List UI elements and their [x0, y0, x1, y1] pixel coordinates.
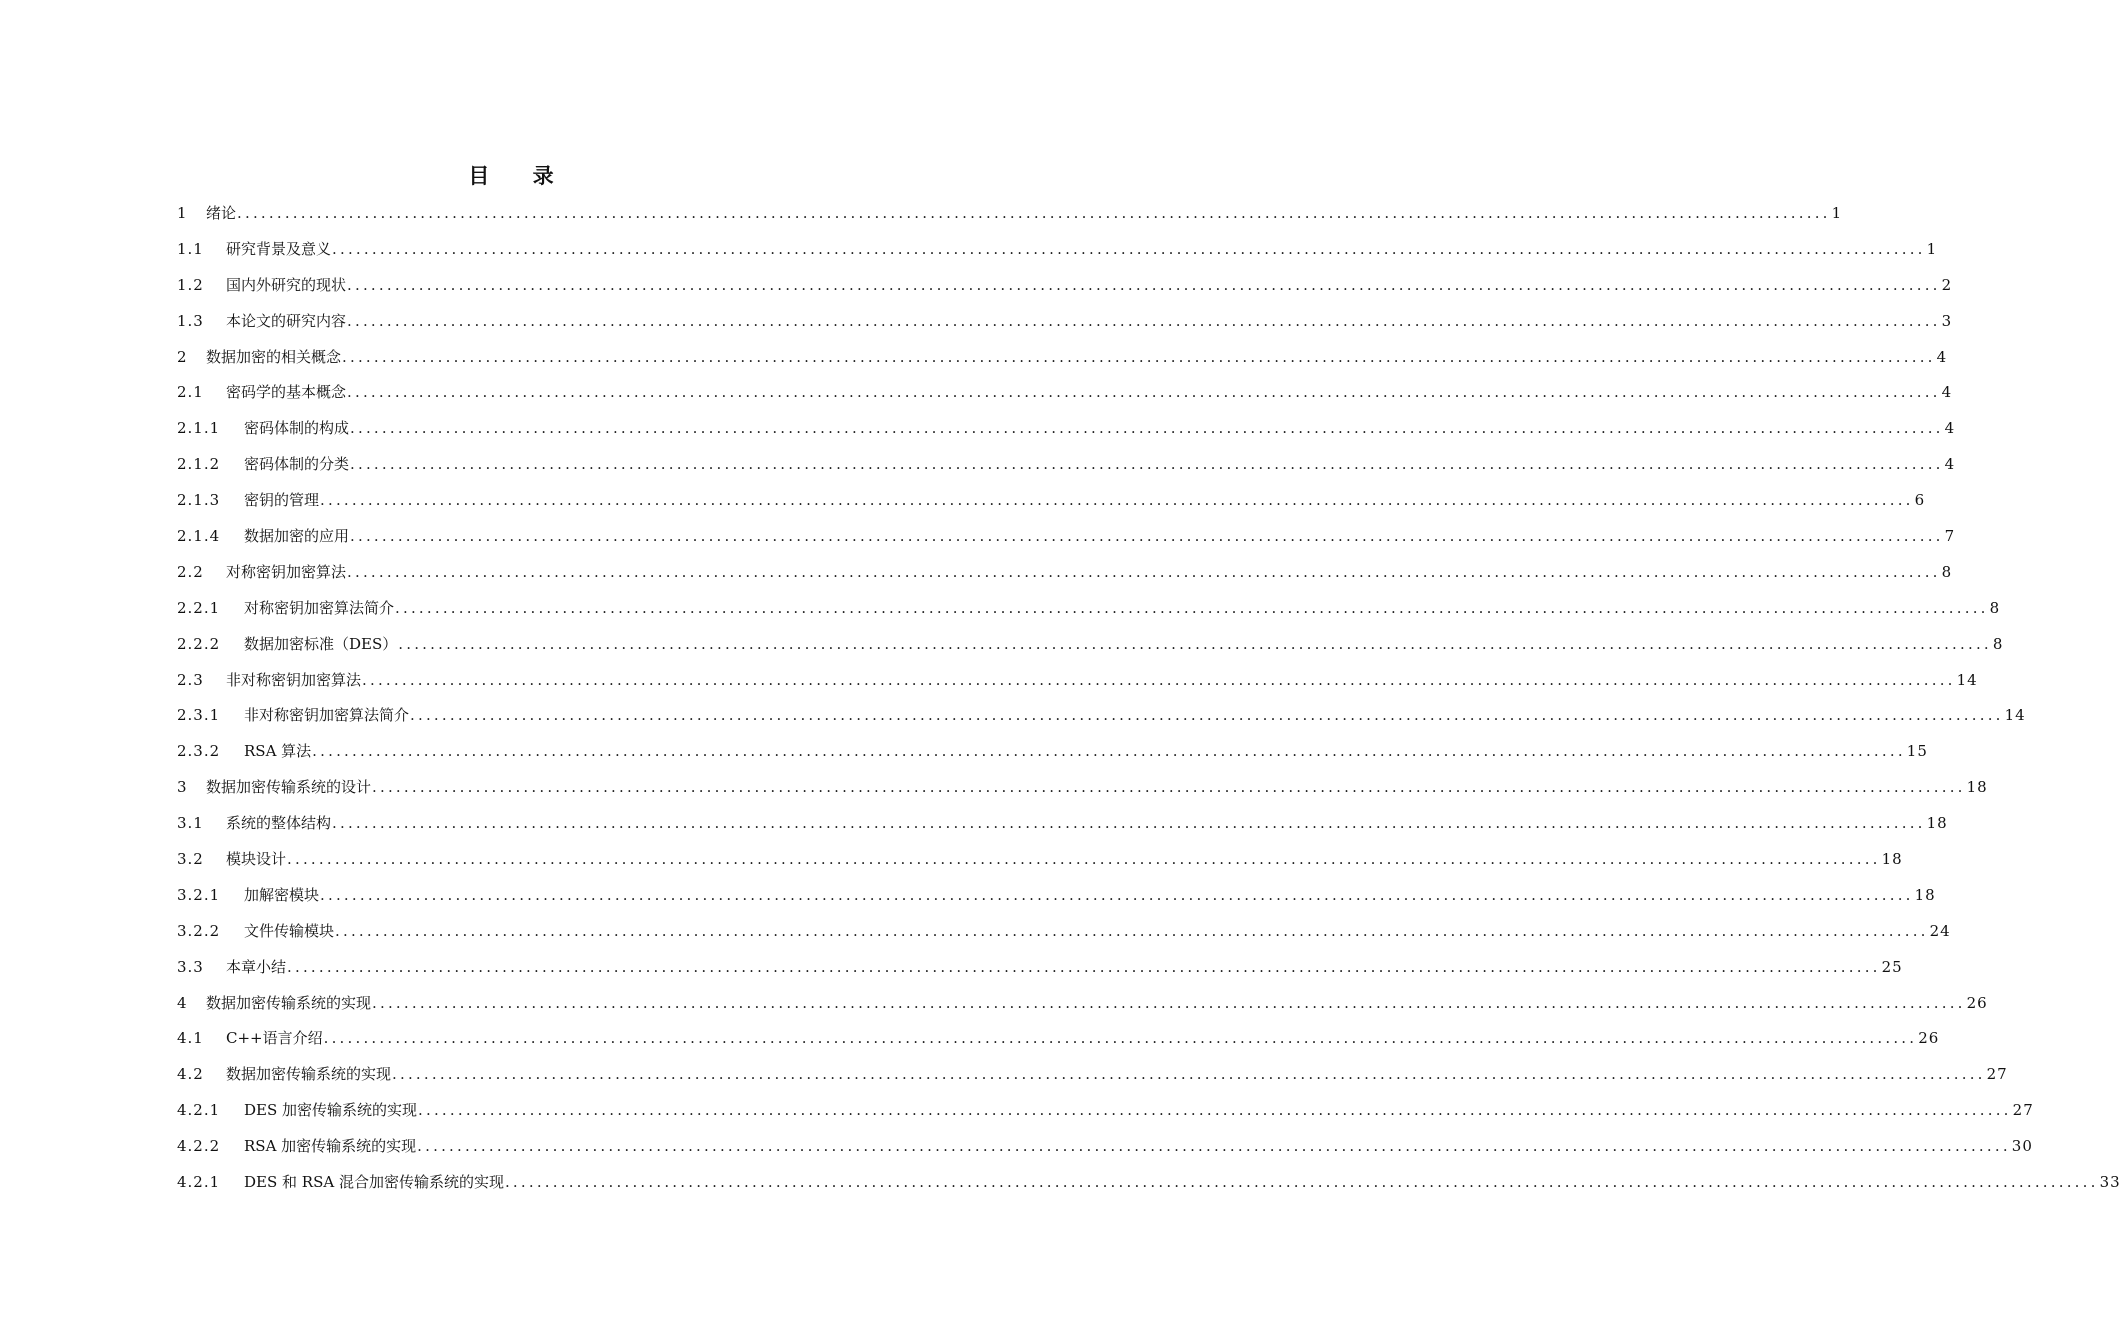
toc-entry-page: 8 — [1941, 562, 1953, 581]
toc-entry-title: RSA 加密传输系统的实现 — [244, 1137, 417, 1156]
toc-entry-page: 33 — [2099, 1173, 2121, 1192]
toc-entry-number: 2.2.1 — [177, 598, 221, 617]
toc-entry[interactable] — [177, 519, 1956, 555]
toc-entry-title: 密钥的管理 — [244, 491, 320, 510]
toc-entry-title: 密码体制的构成 — [244, 419, 350, 438]
toc-entry[interactable] — [177, 1165, 2121, 1201]
toc-entry-title: 数据加密传输系统的实现 — [206, 993, 372, 1012]
toc-entry-number: 2.3 — [177, 670, 204, 689]
toc-entry-number: 3.1 — [177, 814, 204, 833]
toc-entry-page: 8 — [1989, 598, 2001, 617]
toc-entry-page: 4 — [1944, 455, 1956, 474]
toc-entry-page: 25 — [1881, 957, 1903, 976]
toc-entry-page: 2 — [1941, 275, 1953, 294]
toc-entry-number: 3.2.2 — [177, 921, 221, 940]
toc-entry-number: 4 — [177, 993, 188, 1012]
toc-entry-leader: ........................................................................................................................................................................................................ — [410, 706, 2004, 725]
toc-entry-title: 对称密钥加密算法 — [226, 562, 347, 581]
toc-entry-title: 模块设计 — [226, 850, 287, 869]
toc-entry[interactable] — [177, 986, 1988, 1022]
toc-entry-leader: ........................................................................................................................................................................................................ — [287, 850, 1881, 869]
toc-entry-title: DES 和 RSA 混合加密传输系统的实现 — [244, 1173, 504, 1192]
toc-title: 目 录 — [468, 164, 572, 188]
toc-entry-title: C++语言介绍 — [226, 1029, 323, 1048]
toc-entry-page: 24 — [1929, 921, 1951, 940]
toc-entry-number: 3.3 — [177, 957, 204, 976]
toc-entry-page: 27 — [2012, 1101, 2034, 1120]
toc-entry-leader: ........................................................................................................................................................................................................ — [395, 598, 1989, 617]
toc-entry-leader: ........................................................................................................................................................................................................ — [398, 634, 1992, 653]
toc-entry-title: 密码体制的分类 — [244, 455, 350, 474]
toc-entry-number: 2.1.2 — [177, 455, 221, 474]
toc-entry-number: 2.2 — [177, 562, 204, 581]
toc-entry-page: 14 — [1956, 670, 1978, 689]
toc-entry[interactable] — [177, 232, 1938, 268]
toc-entry-page: 3 — [1941, 311, 1953, 330]
toc-entry-page: 26 — [1966, 993, 1988, 1012]
toc-entry-page: 27 — [1986, 1065, 2008, 1084]
toc-entry-number: 4.1 — [177, 1029, 204, 1048]
toc-entry-page: 1 — [1926, 239, 1938, 258]
toc-entry-page: 6 — [1914, 491, 1926, 510]
toc-entry-page: 7 — [1944, 527, 1956, 546]
toc-entry-leader: ........................................................................................................................................................................................................ — [320, 885, 1914, 904]
toc-entry-leader: ........................................................................................................................................................................................................ — [392, 1065, 1986, 1084]
toc-entry-leader: ........................................................................................................................................................................................................ — [347, 562, 1941, 581]
toc-entry[interactable] — [177, 878, 1936, 914]
toc-entry[interactable] — [177, 663, 1978, 699]
toc-entry-leader: ........................................................................................................................................................................................................ — [323, 1029, 1918, 1048]
toc-entry[interactable] — [177, 950, 1903, 986]
toc-entry-title: 加解密模块 — [244, 885, 320, 904]
toc-entry-leader: ........................................................................................................................................................................................................ — [237, 204, 1831, 222]
toc-entry[interactable] — [177, 411, 1956, 447]
toc-entry-number: 2 — [177, 347, 188, 366]
toc-entry-title: 国内外研究的现状 — [226, 275, 347, 294]
toc-entry-page: 26 — [1918, 1029, 1940, 1048]
toc-entry-page: 15 — [1906, 742, 1928, 761]
toc-entry-page: 18 — [1914, 885, 1936, 904]
toc-entry-title: 数据加密传输系统的实现 — [226, 1065, 392, 1084]
toc-entry-leader: ........................................................................................................................................................................................................ — [372, 778, 1966, 797]
toc-entry-number: 3.2 — [177, 850, 204, 869]
toc-entry-number: 4.2.1 — [177, 1101, 221, 1120]
toc-entry-page: 8 — [1992, 634, 2004, 653]
toc-entry-title: 系统的整体结构 — [226, 814, 332, 833]
toc-entry-title: 数据加密传输系统的设计 — [206, 778, 372, 797]
toc-entry-number: 2.1.3 — [177, 491, 221, 510]
toc-entry-leader: ........................................................................................................................................................................................................ — [418, 1101, 2012, 1120]
toc-entry-leader: ........................................................................................................................................................................................................ — [504, 1173, 2099, 1192]
toc-entry[interactable] — [177, 806, 1948, 842]
toc-entry[interactable] — [177, 1093, 2034, 1129]
toc-entry-title: 文件传输模块 — [244, 921, 335, 940]
toc-entry-number: 3.2.1 — [177, 885, 221, 904]
toc-entry-number: 2.1 — [177, 383, 204, 402]
toc-entry-page: 1 — [1831, 204, 1843, 222]
toc-entry-title: 非对称密钥加密算法简介 — [244, 706, 410, 725]
toc-entry-title: 绪论 — [206, 204, 237, 222]
toc-entry[interactable] — [177, 555, 1953, 591]
toc-entry-leader: ........................................................................................................................................................................................................ — [372, 993, 1966, 1012]
toc-entry-number: 1.1 — [177, 239, 204, 258]
toc-entry-page: 18 — [1926, 814, 1948, 833]
toc-entry[interactable] — [177, 770, 1988, 806]
toc-entry-leader: ........................................................................................................................................................................................................ — [350, 419, 1944, 438]
toc-entry-number: 4.2.2 — [177, 1137, 221, 1156]
toc-entry-title: 数据加密标准（DES） — [244, 634, 398, 653]
toc-entry-leader: ........................................................................................................................................................................................................ — [350, 527, 1944, 546]
toc-entry[interactable] — [177, 734, 1928, 770]
toc-entry[interactable] — [177, 698, 2026, 734]
toc-entry-leader: ........................................................................................................................................................................................................ — [287, 957, 1881, 976]
toc-entry-number: 2.3.2 — [177, 742, 221, 761]
toc-entry[interactable] — [177, 304, 1953, 340]
toc-entry-leader: ........................................................................................................................................................................................................ — [417, 1137, 2011, 1156]
toc-entry-page: 4 — [1936, 347, 1948, 366]
toc-entry[interactable] — [177, 591, 2001, 627]
toc-entry[interactable] — [177, 375, 1953, 411]
toc-entry-page: 4 — [1944, 419, 1956, 438]
toc-entry-number: 4.2 — [177, 1065, 204, 1084]
toc-entry-title: 非对称密钥加密算法 — [226, 670, 362, 689]
toc-entry-leader: ........................................................................................................................................................................................................ — [347, 275, 1941, 294]
toc-entry-leader: ........................................................................................................................................................................................................ — [350, 455, 1944, 474]
toc-entry[interactable] — [177, 1057, 2008, 1093]
toc-entry[interactable] — [177, 483, 1926, 519]
toc-entry-title: 数据加密的应用 — [244, 527, 350, 546]
toc-entry-page: 4 — [1941, 383, 1953, 402]
toc-entry-title: 数据加密的相关概念 — [206, 347, 342, 366]
toc-entry[interactable] — [177, 196, 1843, 232]
toc-entry-title: RSA 算法 — [244, 742, 312, 761]
toc-list — [177, 196, 2121, 1201]
toc-entry-leader: ........................................................................................................................................................................................................ — [312, 742, 1906, 761]
toc-entry-number: 1 — [177, 204, 188, 222]
toc-entry[interactable] — [177, 627, 2004, 663]
toc-entry-title: 本章小结 — [226, 957, 287, 976]
toc-entry-number: 4.2.1 — [177, 1173, 221, 1192]
toc-entry-number: 2.1.4 — [177, 527, 221, 546]
toc-entry-number: 2.3.1 — [177, 706, 221, 725]
toc-entry-page: 18 — [1966, 778, 1988, 797]
toc-entry-page: 18 — [1881, 850, 1903, 869]
toc-entry[interactable] — [177, 914, 1951, 950]
toc-entry[interactable] — [177, 268, 1953, 304]
toc-entry-leader: ........................................................................................................................................................................................................ — [347, 311, 1941, 330]
toc-entry-number: 1.2 — [177, 275, 204, 294]
toc-entry-leader: ........................................................................................................................................................................................................ — [342, 347, 1936, 366]
toc-entry-leader: ........................................................................................................................................................................................................ — [332, 239, 1926, 258]
toc-entry-number: 2.1.1 — [177, 419, 221, 438]
toc-entry-leader: ........................................................................................................................................................................................................ — [347, 383, 1941, 402]
toc-entry-title: 密码学的基本概念 — [226, 383, 347, 402]
toc-entry[interactable] — [177, 1021, 1940, 1057]
toc-entry-leader: ........................................................................................................................................................................................................ — [362, 670, 1956, 689]
toc-entry-page: 14 — [2004, 706, 2026, 725]
toc-entry-title: 对称密钥加密算法简介 — [244, 598, 395, 617]
toc-entry-title: DES 加密传输系统的实现 — [244, 1101, 418, 1120]
toc-entry-page: 30 — [2011, 1137, 2033, 1156]
toc-entry-title: 研究背景及意义 — [226, 239, 332, 258]
toc-entry[interactable] — [177, 1129, 2033, 1165]
toc-entry[interactable] — [177, 340, 1948, 376]
toc-entry-leader: ........................................................................................................................................................................................................ — [332, 814, 1926, 833]
toc-entry-number: 2.2.2 — [177, 634, 221, 653]
toc-entry-leader: ........................................................................................................................................................................................................ — [320, 491, 1914, 510]
toc-entry-leader: ........................................................................................................................................................................................................ — [335, 921, 1929, 940]
toc-entry[interactable] — [177, 842, 1903, 878]
toc-entry-number: 1.3 — [177, 311, 204, 330]
toc-entry[interactable] — [177, 447, 1956, 483]
toc-entry-title: 本论文的研究内容 — [226, 311, 347, 330]
toc-entry-number: 3 — [177, 778, 188, 797]
